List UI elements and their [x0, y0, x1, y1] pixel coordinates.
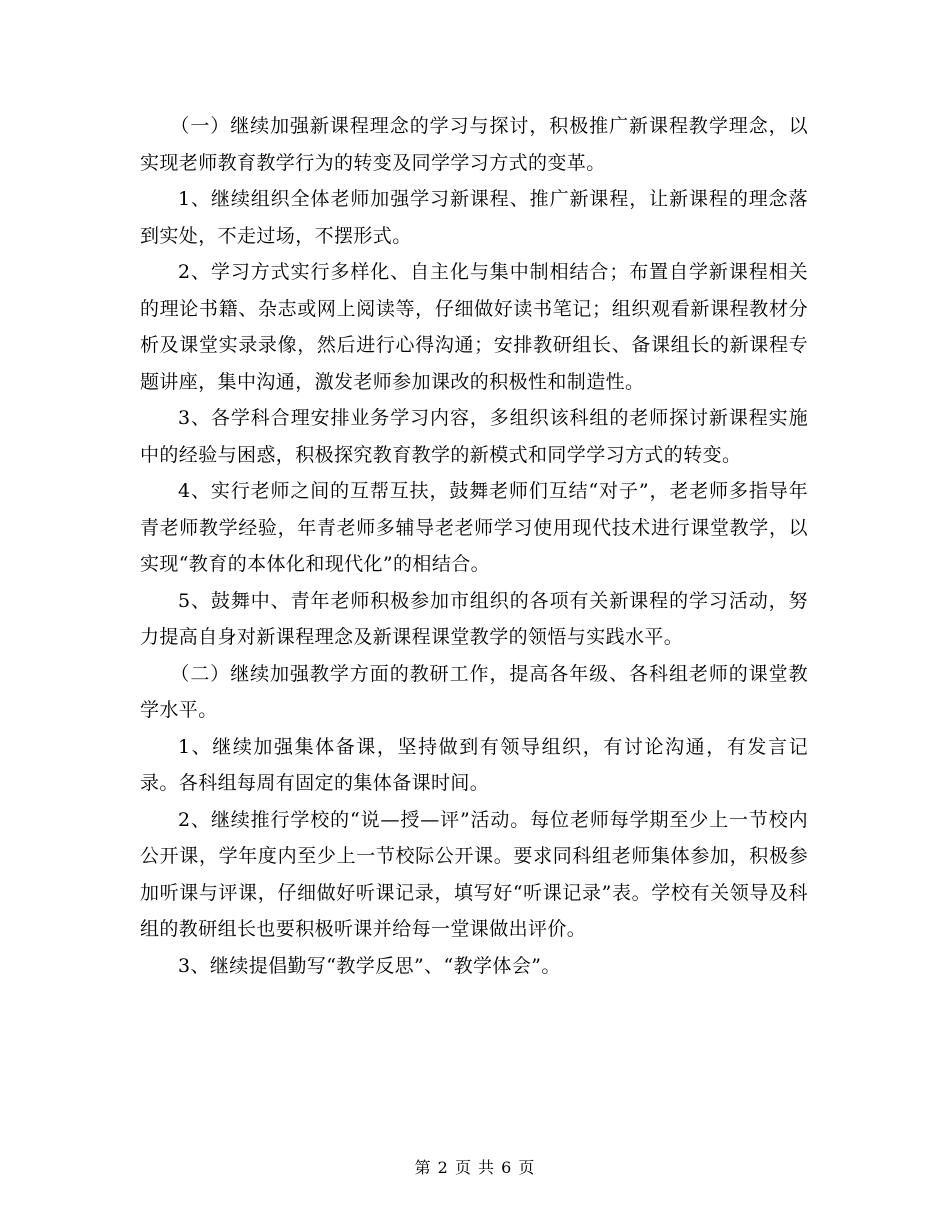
paragraph-item-4: 4、实行老师之间的互帮互扶，鼓舞老师们互结“对子”，老老师多指导年青老师教学经验，年青老师多辅导老老师学习使用现代技术进行课堂教学，以实现“教育的本体化和现代化”的相结合。 — [140, 480, 808, 575]
paragraph-item-8: 3、继续提倡勤写“教学反思”、“教学体会”。 — [178, 954, 561, 977]
paragraph-item-3: 3、各学科合理安排业务学习内容，多组织该科组的老师探讨新课程实施中的经验与困惑，积极探究教育教学的新模式和同学学习方式的转变。 — [140, 407, 808, 466]
paragraph-item-1: 1、继续组织全体老师加强学习新课程、推广新课程，让新课程的理念落到实处，不走过场，不摆形式。 — [140, 188, 808, 247]
section-heading-1: （一）继续加强新课程理念的学习与探讨，积极推广新课程教学理念，以实现老师教育教学行为的转变及同学学习方式的变革。 — [140, 115, 808, 174]
page-number-footer: 第 2 页 共 6 页 — [414, 1158, 536, 1177]
document-body — [140, 108, 808, 984]
section-heading-2: （二）继续加强教学方面的教研工作，提高各年级、各科组老师的课堂教学水平。 — [140, 662, 808, 721]
paragraph-item-2: 2、学习方式实行多样化、自主化与集中制相结合；布置自学新课程相关的理论书籍、杂志或网上阅读等，仔细做好读书笔记；组织观看新课程教材分析及课堂实录录像，然后进行心得沟通；安排教研组长、备课组长的新课程专题讲座，集中沟通，激发老师参加课改的积极性和制造性。 — [140, 261, 808, 393]
paragraph-item-6: 1、继续加强集体备课，坚持做到有领导组织，有讨论沟通，有发言记录。各科组每周有固定的集体备课时间。 — [140, 735, 808, 794]
paragraph-item-5: 5、鼓舞中、青年老师积极参加市组织的各项有关新课程的学习活动，努力提高自身对新课程理念及新课程课堂教学的领悟与实践水平。 — [140, 589, 808, 648]
paragraph-item-7: 2、继续推行学校的“说—授—评”活动。每位老师每学期至少上一节校内公开课，学年度内至少上一节校际公开课。要求同科组老师集体参加，积极参加听课与评课，仔细做好听课记录，填写好“听课记录”表。学校有关领导及科组的教研组长也要积极听课并给每一堂课做出评价。 — [140, 808, 808, 940]
